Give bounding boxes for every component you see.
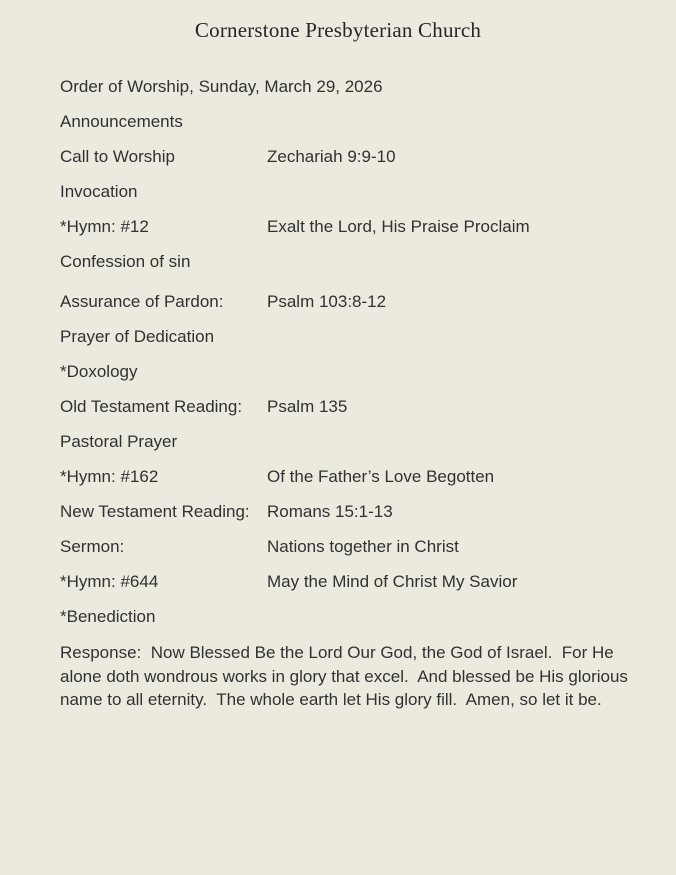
order-item-label: Announcements — [60, 112, 183, 131]
order-item-value: Psalm 135 — [267, 397, 348, 416]
order-item-value: Nations together in Christ — [267, 537, 459, 556]
response-paragraph: Response: Now Blessed Be the Lord Our God, the God of Israel. For He alone doth wondrous works in glory that excel. And blessed be His glorious name to all eternity. The whole earth let His glory fill. Amen, so let it be. — [60, 643, 633, 709]
order-item-value — [267, 181, 638, 202]
order-item-value: Exalt the Lord, His Praise Proclaim — [267, 217, 530, 236]
order-item-value — [267, 111, 638, 132]
order-item-label: *Benediction — [60, 607, 156, 626]
order-item-row — [60, 111, 638, 132]
order-item-row — [60, 466, 638, 487]
order-item-label: Invocation — [60, 182, 138, 201]
order-item-value: Of the Father’s Love Begotten — [267, 467, 495, 486]
order-item-value: Romans 15:1-13 — [267, 502, 393, 521]
order-item-row — [60, 361, 638, 382]
order-item-row — [60, 291, 638, 312]
order-of-worship-heading: Order of Worship, Sunday, March 29, 2026 — [60, 77, 383, 96]
order-item-row — [60, 431, 638, 452]
order-item-value: Psalm 103:8-12 — [267, 292, 387, 311]
order-items — [60, 111, 638, 627]
order-item-label: *Hymn: #644 — [60, 572, 159, 591]
order-item-row — [60, 606, 638, 627]
order-of-worship-content — [0, 76, 676, 712]
order-item-row — [60, 501, 638, 522]
order-item-value — [267, 326, 638, 347]
order-item-row — [60, 571, 638, 592]
order-item-value — [267, 361, 638, 382]
order-item-row — [60, 396, 638, 417]
order-item-row — [60, 326, 638, 347]
order-item-row — [60, 216, 638, 237]
order-item-value: May the Mind of Christ My Savior — [267, 572, 518, 591]
page-title: Cornerstone Presbyterian Church — [194, 18, 482, 42]
order-item-label: Prayer of Dedication — [60, 327, 215, 346]
order-item-value — [267, 251, 638, 272]
order-item-row — [60, 146, 638, 167]
order-item-label: *Hymn: #162 — [60, 467, 159, 486]
order-item-label: Assurance of Pardon: — [60, 292, 224, 311]
order-item-label: *Doxology — [60, 362, 138, 381]
order-item-label: Old Testament Reading: — [60, 397, 243, 416]
order-item-row — [60, 181, 638, 202]
order-item-value — [267, 606, 638, 627]
order-item-label: Call to Worship — [60, 147, 175, 166]
order-item-value: Zechariah 9:9-10 — [267, 147, 396, 166]
order-item-label: Confession of sin — [60, 252, 191, 271]
order-item-row — [60, 536, 638, 557]
order-item-label: Pastoral Prayer — [60, 432, 178, 451]
order-item-label: *Hymn: #12 — [60, 217, 149, 236]
order-item-label: New Testament Reading: — [60, 502, 250, 521]
order-item-row — [60, 251, 638, 272]
order-item-label: Sermon: — [60, 537, 125, 556]
order-item-value — [267, 431, 638, 452]
